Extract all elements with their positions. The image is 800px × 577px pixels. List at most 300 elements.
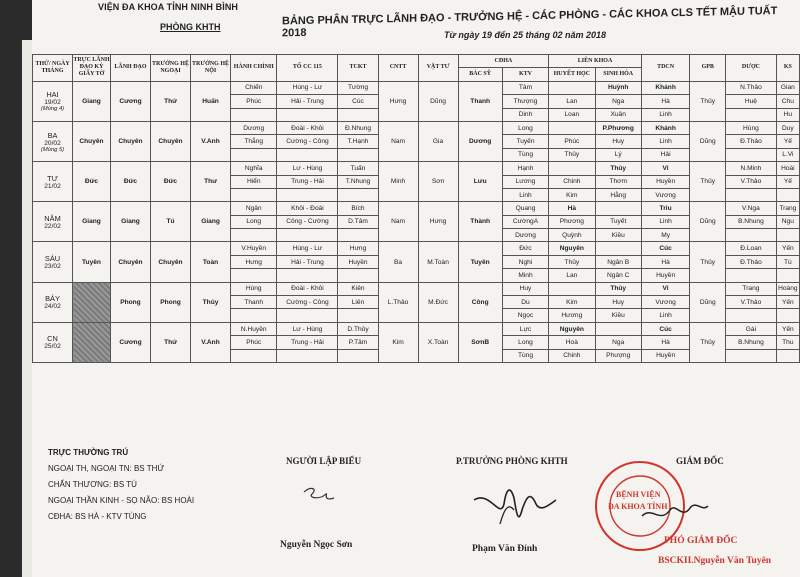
functional-test-cell: Huyền (641, 269, 689, 282)
admin-cell: Thắng (231, 135, 277, 148)
day-name: NĂM (44, 213, 61, 223)
functional-test-cell: My (641, 229, 689, 242)
internal-head-cell: Huấn (191, 81, 231, 121)
leader-cell: Giang (110, 202, 150, 242)
admin-cell: Nghĩa (231, 162, 277, 175)
emergency-cell: Khôi - Đoài (277, 202, 338, 215)
imaging-tech-cell: Du (502, 296, 548, 309)
supplies-cell: Hưng (418, 202, 458, 242)
day-name: CN (47, 334, 58, 344)
pharmacy-cell: Gái (726, 322, 777, 335)
day-cell (33, 81, 73, 121)
infection-control-cell (776, 309, 799, 322)
duty-leader-cell: Đức (73, 162, 111, 202)
functional-test-cell: Huyền (641, 349, 689, 362)
pathology-cell: Thủy (690, 322, 726, 362)
finance-cell (338, 188, 378, 201)
finance-cell (338, 269, 378, 282)
pharmacy-cell: V.Thảo (726, 296, 777, 309)
finance-cell (338, 148, 378, 161)
pharmacy-cell: B.Nhung (726, 336, 777, 349)
functional-test-cell: Linh (641, 135, 689, 148)
biochemistry-cell (595, 242, 641, 255)
functional-test-cell: Vi (641, 282, 689, 295)
emergency-cell: Hùng - Lư (277, 242, 338, 255)
hematology-cell: Chinh (549, 175, 595, 188)
finance-cell: Kiên (338, 282, 378, 295)
finance-cell: D.Tâm (338, 215, 378, 228)
infection-control-cell: Ngu (776, 215, 799, 228)
functional-test-cell: Hà (641, 336, 689, 349)
duty-leader-cell: Giang (73, 81, 111, 121)
finance-cell: Đ.Nhung (338, 121, 378, 134)
duty-roster-table (32, 54, 800, 363)
pathology-cell: Dũng (690, 121, 726, 161)
admin-cell: V.Huyền (231, 242, 277, 255)
col-tckt: TCKT (338, 55, 378, 82)
col-ks: KS (776, 55, 799, 82)
supplies-cell: M.Toàn (418, 242, 458, 282)
infection-control-cell: Hoài (776, 162, 799, 175)
imaging-tech-cell: Quang (502, 202, 548, 215)
admin-cell: Chiến (231, 81, 277, 94)
admin-cell: Hùng (231, 282, 277, 295)
surgery-head-cell: Chuyên (150, 121, 190, 161)
admin-cell: Thanh (231, 296, 277, 309)
day-cell (33, 282, 73, 322)
hematology-cell: Kim (549, 188, 595, 201)
functional-test-cell: Cúc (641, 242, 689, 255)
imaging-tech-cell: Huy (502, 282, 548, 295)
col-bac-si: BÁC SỸ (458, 68, 502, 81)
admin-cell: Hưng (231, 255, 277, 268)
col-cdha: CĐHA (458, 55, 549, 68)
functional-test-cell: Linh (641, 309, 689, 322)
surgery-head-cell: Thứ (150, 81, 190, 121)
pharmacy-cell (726, 148, 777, 161)
infection-control-cell (776, 269, 799, 282)
hematology-cell (549, 81, 595, 94)
duty-leader-cell: Giang (73, 202, 111, 242)
col-cntt: CNTT (378, 55, 418, 82)
infection-control-cell: Chu (776, 95, 799, 108)
col-gpb: GPB (690, 55, 726, 82)
day-date: 22/02 (44, 222, 61, 230)
pathology-cell: Thủy (690, 162, 726, 202)
emergency-cell (277, 309, 338, 322)
day-note: (Mùng 4) (40, 106, 65, 113)
infection-control-cell: Trang (776, 202, 799, 215)
duty-leader-cell: Chuyên (73, 121, 111, 161)
biochemistry-cell: Tuyết (595, 215, 641, 228)
infection-control-cell: Yế (776, 135, 799, 148)
infection-control-cell: Thu (776, 336, 799, 349)
emergency-cell: Hùng - Lư (277, 81, 338, 94)
imaging-tech-cell: Dương (502, 229, 548, 242)
hematology-cell: Thủy (549, 148, 595, 161)
pharmacy-cell: B.Nhung (726, 215, 777, 228)
imaging-doctor-cell: Thành (458, 202, 502, 242)
emergency-cell: Công - Cường (277, 215, 338, 228)
finance-cell: T.Nhung (338, 175, 378, 188)
biochemistry-cell (595, 322, 641, 335)
day-date: 21/02 (44, 182, 61, 190)
biochemistry-cell: Huỳnh (595, 81, 641, 94)
imaging-tech-cell: Linh (502, 188, 548, 201)
pharmacy-cell (726, 188, 777, 201)
footer-line: CĐHA: BS HÀ - KTV TÙNG (48, 512, 147, 521)
day-cell (33, 202, 73, 242)
pharmacy-cell: V.Thảo (726, 175, 777, 188)
functional-test-cell: Hà (641, 95, 689, 108)
it-cell: Minh (378, 162, 418, 202)
stamp-line-1: BỆNH VIỆN (616, 490, 661, 499)
day-date: 25/02 (44, 343, 61, 351)
finance-cell: Liên (338, 296, 378, 309)
imaging-tech-cell: Nghi (502, 255, 548, 268)
day-date: 19/02 (44, 99, 61, 107)
day-name: BẢY (45, 294, 60, 304)
it-cell: L.Thảo (378, 282, 418, 322)
admin-cell (231, 269, 277, 282)
col-truc-lanh-dao: TRỰC LÃNH ĐẠO KÝ GIẤY TỜ (73, 55, 111, 82)
pathology-cell: Thủy (690, 242, 726, 282)
finance-cell (338, 108, 378, 121)
col-tdcn: TDCN (641, 55, 689, 82)
pharmacy-cell (726, 269, 777, 282)
finance-cell: Bích (338, 202, 378, 215)
finance-cell: Tuấn (338, 162, 378, 175)
surgery-head-cell: Đức (150, 162, 190, 202)
biochemistry-cell: Nga (595, 336, 641, 349)
imaging-doctor-cell: SơnB (458, 322, 502, 362)
biochemistry-cell: Ngân C (595, 269, 641, 282)
hematology-cell (549, 121, 595, 134)
supplies-cell: X.Toàn (418, 322, 458, 362)
imaging-tech-cell: Lương (502, 175, 548, 188)
functional-test-cell: Khánh (641, 121, 689, 134)
hematology-cell (549, 282, 595, 295)
day-cell (33, 121, 73, 161)
emergency-cell: Lư - Hùng (277, 162, 338, 175)
it-cell: Ba (378, 242, 418, 282)
hematology-cell: Lan (549, 95, 595, 108)
table-row (33, 162, 800, 175)
duty-leader-cell (73, 322, 111, 362)
admin-cell (231, 108, 277, 121)
emergency-cell (277, 188, 338, 201)
day-note: (Mùng 5) (40, 146, 65, 153)
head-signature (470, 480, 560, 530)
internal-head-cell: Giang (191, 202, 231, 242)
biochemistry-cell: Kiều (595, 309, 641, 322)
emergency-cell (277, 148, 338, 161)
maker-signature (300, 484, 340, 506)
day-date: 24/02 (44, 303, 61, 311)
infection-control-cell (776, 229, 799, 242)
hematology-cell: Thủy (549, 255, 595, 268)
it-cell: Nam (378, 202, 418, 242)
pharmacy-cell: N.Minh (726, 162, 777, 175)
finance-cell (338, 229, 378, 242)
biochemistry-cell: Huy (595, 135, 641, 148)
maker-title: NGƯỜI LẬP BIỂU (286, 456, 362, 466)
director-title: GIÁM ĐỐC (676, 456, 724, 466)
biochemistry-cell: Nga (595, 95, 641, 108)
day-date: 20/02 (44, 139, 61, 147)
col-truong-he-ngoai: TRƯỞNG HỆ NGOẠI (150, 55, 190, 82)
finance-cell: Hưng (338, 242, 378, 255)
it-cell: Kim (378, 322, 418, 362)
table-row (33, 282, 800, 295)
infection-control-cell: Hu (776, 108, 799, 121)
hematology-cell: Loan (549, 108, 595, 121)
maker-name: Nguyễn Ngọc Sơn (280, 540, 353, 550)
functional-test-cell: Vương (641, 296, 689, 309)
footer-title: TRỰC THƯỜNG TRÚ (48, 448, 129, 457)
biochemistry-cell: Lý (595, 148, 641, 161)
emergency-cell: Trung - Hải (277, 175, 338, 188)
biochemistry-cell: Thơm (595, 175, 641, 188)
biochemistry-cell: Phượng (595, 349, 641, 362)
it-cell: Nam (378, 121, 418, 161)
imaging-tech-cell: Ngọc (502, 309, 548, 322)
director-signature (640, 490, 710, 530)
admin-cell (231, 148, 277, 161)
internal-head-cell: Thủy (191, 282, 231, 322)
leader-cell: Chuyên (110, 121, 150, 161)
table-row (33, 322, 800, 335)
imaging-tech-cell: Hạnh (502, 162, 548, 175)
department-name: PHÒNG KHTH (160, 22, 221, 32)
day-name: SÁU (44, 254, 61, 264)
biochemistry-cell: Xuân (595, 108, 641, 121)
duty-leader-cell: Tuyên (73, 242, 111, 282)
supplies-cell: Dũng (418, 81, 458, 121)
functional-test-cell: Cúc (641, 322, 689, 335)
table-row (33, 121, 800, 134)
day-cell (33, 242, 73, 282)
functional-test-cell: Hải (641, 148, 689, 161)
finance-cell: Cúc (338, 95, 378, 108)
emergency-cell (277, 349, 338, 362)
finance-cell: T.Hạnh (338, 135, 378, 148)
finance-cell (338, 309, 378, 322)
pharmacy-cell (726, 349, 777, 362)
emergency-cell (277, 269, 338, 282)
admin-cell: N.Huyền (231, 322, 277, 335)
admin-cell: Ngân (231, 202, 277, 215)
imaging-tech-cell: Minh (502, 269, 548, 282)
emergency-cell: Cường - Công (277, 135, 338, 148)
emergency-cell: Trung - Hải (277, 336, 338, 349)
imaging-doctor-cell: Tuyên (458, 242, 502, 282)
pharmacy-cell: Huệ (726, 95, 777, 108)
col-sinh-hoa: SINH HÓA (595, 68, 641, 81)
day-cell (33, 162, 73, 202)
surgery-head-cell: Thứ (150, 322, 190, 362)
pathology-cell: Thủy (690, 81, 726, 121)
internal-head-cell: Thư (191, 162, 231, 202)
footer-line: NGOẠI TH, NGOẠI TN: BS THỨ (48, 464, 165, 473)
infection-control-cell: Hoàng (776, 282, 799, 295)
functional-test-cell: Vương (641, 188, 689, 201)
hematology-cell: Hương (549, 309, 595, 322)
pathology-cell: Dũng (690, 282, 726, 322)
head-name: Phạm Văn Đính (472, 544, 538, 554)
imaging-tech-cell: Tùng (502, 148, 548, 161)
infection-control-cell: Yến (776, 242, 799, 255)
day-name: HAI (46, 90, 59, 100)
supplies-cell: Gia (418, 121, 458, 161)
admin-cell: Phúc (231, 336, 277, 349)
infection-control-cell (776, 349, 799, 362)
pharmacy-cell: Đ.Loan (726, 242, 777, 255)
footer-line: NGOẠI THẦN KINH - SỌ NÃO: BS HOÀI (48, 496, 195, 505)
functional-test-cell: Linh (641, 215, 689, 228)
pharmacy-cell (726, 229, 777, 242)
deputy-name: BSCKII.Nguyễn Văn Tuyên (658, 556, 772, 566)
admin-cell (231, 188, 277, 201)
day-name: TƯ (47, 173, 58, 183)
day-name: BA (47, 130, 58, 140)
functional-test-cell: Linh (641, 108, 689, 121)
leader-cell: Cương (110, 322, 150, 362)
document-title: BẢNG PHÂN TRỰC LÃNH ĐẠO - TRƯỞNG HỆ - CÁC PHÒNG - CÁC KHOA CLS TẾT MẬU TUẤT 2018 (282, 5, 778, 40)
hospital-name: VIỆN ĐA KHOA TỈNH NINH BÌNH (98, 2, 239, 12)
finance-cell (338, 349, 378, 362)
admin-cell (231, 309, 277, 322)
internal-head-cell: Toàn (191, 242, 231, 282)
emergency-cell: Đoài - Khôi (277, 282, 338, 295)
finance-cell: Tường (338, 81, 378, 94)
emergency-cell: Cường - Công (277, 296, 338, 309)
col-lanh-dao: LÃNH ĐẠO (110, 55, 150, 82)
functional-test-cell: Khánh (641, 81, 689, 94)
col-hanh-chinh: HÀNH CHÍNH (231, 55, 277, 82)
biochemistry-cell: Huy (595, 296, 641, 309)
col-duoc: DƯỢC (726, 55, 777, 82)
pharmacy-cell: Trang (726, 282, 777, 295)
col-ktv: KTV (502, 68, 548, 81)
table-row (33, 242, 800, 255)
leader-cell: Chuyên (110, 242, 150, 282)
hematology-cell: Hoà (549, 336, 595, 349)
pharmacy-cell: N.Thảo (726, 81, 777, 94)
biochemistry-cell: Ngân B (595, 255, 641, 268)
hematology-cell: Kim (549, 296, 595, 309)
emergency-cell: Lư - Hùng (277, 322, 338, 335)
hematology-cell: Nguyên (549, 242, 595, 255)
imaging-doctor-cell: Lưu (458, 162, 502, 202)
imaging-tech-cell: Tâm (502, 81, 548, 94)
leader-cell: Cương (110, 81, 150, 121)
imaging-doctor-cell: Dương (458, 121, 502, 161)
admin-cell: Long (231, 215, 277, 228)
leader-cell: Đức (110, 162, 150, 202)
col-to-cc: TỔ CC 115 (277, 55, 338, 82)
biochemistry-cell: P.Phương (595, 121, 641, 134)
imaging-doctor-cell: Công (458, 282, 502, 322)
finance-cell: D.Thủy (338, 322, 378, 335)
day-date: 23/02 (44, 263, 61, 271)
imaging-tech-cell: Thượng (502, 95, 548, 108)
infection-control-cell (776, 188, 799, 201)
col-huyet-hoc: HUYẾT HỌC (549, 68, 595, 81)
infection-control-cell: Yến (776, 296, 799, 309)
imaging-tech-cell: Long (502, 121, 548, 134)
hematology-cell: Lan (549, 269, 595, 282)
functional-test-cell: Triu (641, 202, 689, 215)
infection-control-cell: Yế (776, 175, 799, 188)
footer-line: CHẤN THƯƠNG: BS TÚ (48, 480, 137, 489)
stamp-line-2: ĐA KHOA TỈNH (608, 502, 668, 511)
table-row (33, 202, 800, 215)
infection-control-cell: Tú (776, 255, 799, 268)
pharmacy-cell: V.Nga (726, 202, 777, 215)
imaging-tech-cell: Đức (502, 242, 548, 255)
admin-cell: Phúc (231, 95, 277, 108)
functional-test-cell: Vi (641, 162, 689, 175)
date-range: Từ ngày 19 đến 25 tháng 02 năm 2018 (444, 30, 606, 40)
pharmacy-cell: Đ.Thảo (726, 255, 777, 268)
admin-cell (231, 229, 277, 242)
duty-leader-cell (73, 282, 111, 322)
table-row (33, 81, 800, 94)
col-lien-khoa: LIÊN KHOA (549, 55, 642, 68)
internal-head-cell: V.Anh (191, 121, 231, 161)
functional-test-cell: Huyền (641, 175, 689, 188)
col-truong-he-noi: TRƯỞNG HỆ NỘI (191, 55, 231, 82)
imaging-tech-cell: Lực (502, 322, 548, 335)
emergency-cell (277, 108, 338, 121)
emergency-cell: Hải - Trung (277, 95, 338, 108)
emergency-cell: Hải - Trung (277, 255, 338, 268)
infection-control-cell: Duy (776, 121, 799, 134)
finance-cell: P.Tâm (338, 336, 378, 349)
pharmacy-cell: Hùng (726, 121, 777, 134)
biochemistry-cell: Hằng (595, 188, 641, 201)
hematology-cell: Phương (549, 215, 595, 228)
biochemistry-cell: Kiều (595, 229, 641, 242)
col-vat-tu: VẬT TƯ (418, 55, 458, 82)
pharmacy-cell: Đ.Thảo (726, 135, 777, 148)
col-day: THỨ/ NGÀY THÁNG (33, 55, 73, 82)
imaging-tech-cell: Tuyến (502, 135, 548, 148)
hematology-cell: Quỳnh (549, 229, 595, 242)
functional-test-cell: Hà (641, 255, 689, 268)
admin-cell: Dương (231, 121, 277, 134)
internal-head-cell: V.Anh (191, 322, 231, 362)
leader-cell: Phong (110, 282, 150, 322)
imaging-tech-cell: Tùng (502, 349, 548, 362)
supplies-cell: Sơn (418, 162, 458, 202)
admin-cell: Hiển (231, 175, 277, 188)
it-cell: Hưng (378, 81, 418, 121)
surgery-head-cell: Tú (150, 202, 190, 242)
hematology-cell: Nguyên (549, 322, 595, 335)
surgery-head-cell: Chuyên (150, 242, 190, 282)
imaging-doctor-cell: Thanh (458, 81, 502, 121)
hematology-cell: Chinh (549, 349, 595, 362)
surgery-head-cell: Phong (150, 282, 190, 322)
biochemistry-cell (595, 202, 641, 215)
deputy-title: PHÓ GIÁM ĐỐC (664, 536, 738, 546)
hematology-cell (549, 162, 595, 175)
pathology-cell: Dũng (690, 202, 726, 242)
admin-cell (231, 349, 277, 362)
finance-cell: Huyền (338, 255, 378, 268)
